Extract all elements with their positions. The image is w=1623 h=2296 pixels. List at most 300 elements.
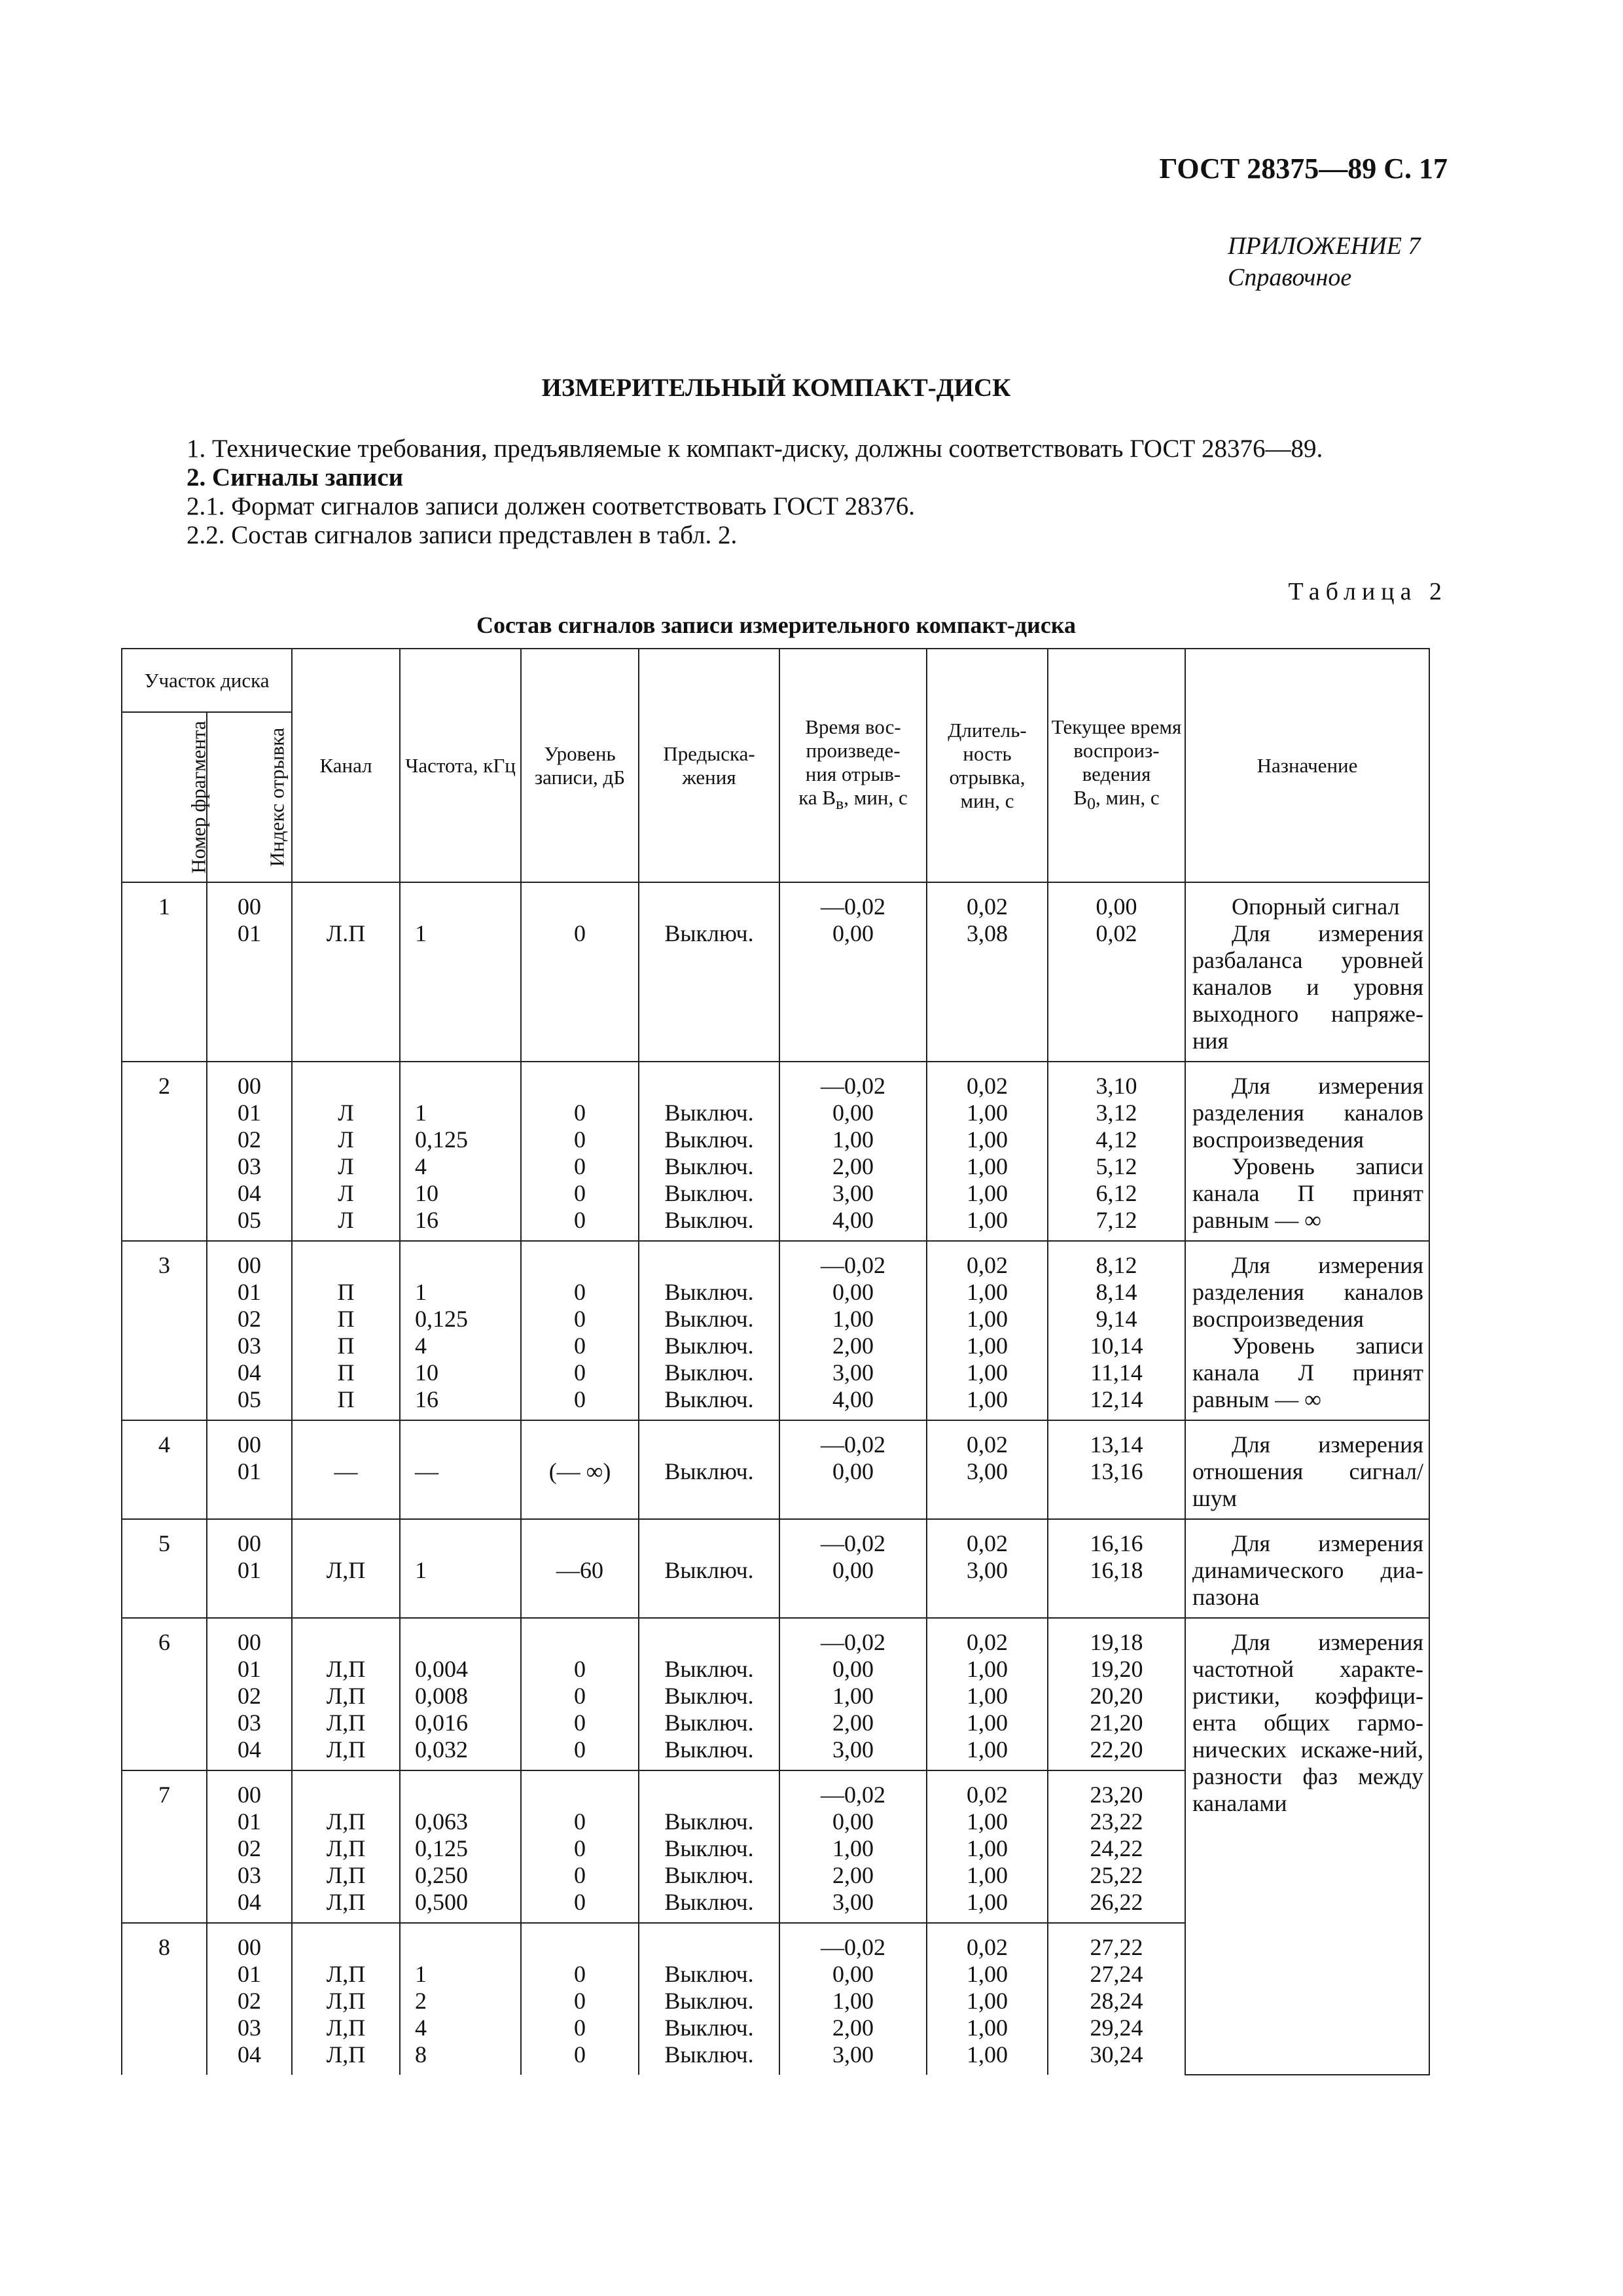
paragraph-1: 1. Технические требования, предъявляемые к компакт-диску, должны соответствовать ГОСТ 28376—89. <box>187 435 1323 463</box>
ch-cell <box>292 1241 400 1420</box>
pr-cell <box>639 1241 779 1420</box>
du-cell <box>927 1420 1048 1519</box>
idx-value: 02 <box>238 1126 261 1153</box>
idx-value: 04 <box>238 1359 261 1386</box>
ch-value: Л,П <box>326 1656 366 1682</box>
fr-value <box>415 1431 516 1458</box>
ch-value: Л,П <box>326 1683 366 1709</box>
lv-value: (— ∞) <box>548 1458 611 1484</box>
pr-value: Выключ. <box>664 920 754 946</box>
idx-cell <box>207 1618 292 1770</box>
lv-value: —60 <box>556 1557 604 1583</box>
ct-value: 27,24 <box>1090 1961 1143 1987</box>
ch-value: Л,П <box>326 2015 366 2041</box>
idx-value: 00 <box>238 1431 261 1458</box>
du-value: 0,02 <box>967 1073 1008 1099</box>
lv-value <box>526 1073 634 1100</box>
ct-value: 21,20 <box>1090 1710 1143 1736</box>
tm-value: 3,00 <box>832 2041 874 2068</box>
fr-value <box>415 1073 516 1100</box>
appendix-block <box>1228 230 1420 293</box>
tm-value: 4,00 <box>832 1386 874 1412</box>
pr-value <box>643 1629 775 1656</box>
tm-cell <box>779 1770 927 1923</box>
idx-value: 01 <box>238 1557 261 1583</box>
fr-value: 0,250 <box>415 1862 469 1888</box>
fr-value: 16 <box>415 1386 439 1412</box>
ct-cell <box>1048 1618 1185 1770</box>
ch-value: Л,П <box>326 1835 366 1861</box>
du-value: 1,00 <box>967 1207 1008 1233</box>
lv-value: 0 <box>574 1862 586 1888</box>
document-title: ИЗМЕРИТЕЛЬНЫЙ КОМПАКТ-ДИСК <box>541 374 1011 402</box>
table-row <box>122 1519 1429 1618</box>
fr-value: 1 <box>415 920 427 946</box>
du-value: 0,02 <box>967 1629 1008 1655</box>
ct-value: 3,12 <box>1096 1100 1137 1126</box>
idx-cell <box>207 1923 292 2075</box>
fragment-number-cell: 4 <box>122 1420 207 1519</box>
fragment-number-cell: 8 <box>122 1923 207 2075</box>
ch-value: Л <box>338 1180 354 1206</box>
fr-cell <box>400 1519 521 1618</box>
ch-value: П <box>337 1333 355 1359</box>
fragment-number-cell: 2 <box>122 1062 207 1241</box>
ct-value: 22,20 <box>1090 1736 1143 1763</box>
tm-cell <box>779 1923 927 2075</box>
fr-value: 0,016 <box>415 1710 469 1736</box>
purpose-text: Для измерения динамического диа-пазона <box>1192 1530 1424 1610</box>
idx-value: 01 <box>238 1808 261 1835</box>
header-disc-section: Участок диска <box>122 649 292 712</box>
tm-value: 2,00 <box>832 1333 874 1359</box>
idx-value: 00 <box>238 1252 261 1278</box>
tm-value: 2,00 <box>832 1862 874 1888</box>
idx-cell <box>207 1241 292 1420</box>
pr-value <box>643 893 775 920</box>
lv-value: 0 <box>574 1683 586 1709</box>
lv-value: 0 <box>574 2041 586 2068</box>
tm-value: 2,00 <box>832 1153 874 1179</box>
pr-cell <box>639 1923 779 2075</box>
du-value: 1,00 <box>967 1988 1008 2014</box>
ch-value <box>296 1782 395 1808</box>
pr-value: Выключ. <box>664 1889 754 1915</box>
ch-value: Л <box>338 1100 354 1126</box>
ct-value: 10,14 <box>1090 1333 1143 1359</box>
fr-value <box>415 1252 516 1279</box>
idx-value: 00 <box>238 1530 261 1556</box>
pr-value <box>643 1530 775 1557</box>
ch-cell <box>292 882 400 1062</box>
header-purpose: Назначение <box>1185 649 1429 882</box>
fr-value: 16 <box>415 1207 439 1233</box>
du-value: 0,02 <box>967 1782 1008 1808</box>
tm-value: 1,00 <box>832 1126 874 1153</box>
du-cell <box>927 1062 1048 1241</box>
pr-value <box>643 1252 775 1279</box>
purpose-text: Для измерения разделения каналов воспроизведения <box>1192 1073 1424 1153</box>
fr-value: 0,500 <box>415 1889 469 1915</box>
pr-value: Выключ. <box>664 1710 754 1736</box>
idx-cell <box>207 882 292 1062</box>
pr-value: Выключ. <box>664 1180 754 1206</box>
purpose-cell <box>1185 1062 1429 1241</box>
purpose-cell <box>1185 882 1429 1062</box>
du-value: 1,00 <box>967 1386 1008 1412</box>
page-header-code: ГОСТ 28375—89 С. 17 <box>1159 152 1448 185</box>
du-value: 1,00 <box>967 1153 1008 1179</box>
idx-cell <box>207 1770 292 1923</box>
header-fragment-number: Номер фрагмента <box>122 712 207 882</box>
ch-value: П <box>337 1359 355 1386</box>
du-value: 1,00 <box>967 1961 1008 1987</box>
idx-value: 03 <box>238 1333 261 1359</box>
du-value: 1,00 <box>967 1279 1008 1305</box>
idx-value: 02 <box>238 1683 261 1709</box>
paragraph-2-1: 2.1. Формат сигналов записи должен соответствовать ГОСТ 28376. <box>187 492 916 520</box>
pr-value: Выключ. <box>664 1386 754 1412</box>
idx-value: 01 <box>238 1458 261 1484</box>
table-row <box>122 1420 1429 1519</box>
lv-value <box>526 1629 634 1656</box>
fr-value: 0,125 <box>415 1126 469 1153</box>
ct-value: 3,10 <box>1096 1073 1137 1099</box>
idx-value: 00 <box>238 1934 261 1960</box>
fr-value: 4 <box>415 1153 427 1179</box>
fr-value: 4 <box>415 1333 427 1359</box>
header-frequency: Частота, кГц <box>400 649 521 882</box>
lv-value: 0 <box>574 1961 586 1987</box>
ct-value: 23,20 <box>1090 1782 1143 1808</box>
ch-cell <box>292 1519 400 1618</box>
lv-cell <box>521 1923 639 2075</box>
du-value: 1,00 <box>967 1359 1008 1386</box>
tm-value: 0,00 <box>832 1279 874 1305</box>
idx-value: 00 <box>238 893 261 920</box>
fr-value <box>415 1782 516 1808</box>
fr-cell <box>400 1770 521 1923</box>
lv-value: 0 <box>574 1153 586 1179</box>
fr-value: 1 <box>415 1279 427 1305</box>
ct-value: 30,24 <box>1090 2041 1143 2068</box>
lv-value <box>526 1530 634 1557</box>
pr-value <box>643 1073 775 1100</box>
pr-value: Выключ. <box>664 1736 754 1763</box>
du-value: 0,02 <box>967 1431 1008 1458</box>
ct-value: 9,14 <box>1096 1306 1137 1332</box>
tm-value: —0,02 <box>821 1431 886 1458</box>
tm-value: 1,00 <box>832 1683 874 1709</box>
ct-value: 24,22 <box>1090 1835 1143 1861</box>
idx-value: 05 <box>238 1207 261 1233</box>
ch-value: — <box>334 1458 358 1484</box>
ch-value: П <box>337 1306 355 1332</box>
fr-cell <box>400 1241 521 1420</box>
paragraph-2-2: 2.2. Состав сигналов записи представлен в табл. 2. <box>187 521 738 549</box>
ct-value: 25,22 <box>1090 1862 1143 1888</box>
purpose-text: Уровень записи канала П принят равным — ∞ <box>1192 1153 1424 1233</box>
pr-value: Выключ. <box>664 1279 754 1305</box>
ct-value: 0,02 <box>1096 920 1137 946</box>
lv-value: 0 <box>574 1333 586 1359</box>
lv-value: 0 <box>574 1306 586 1332</box>
idx-value: 02 <box>238 1988 261 2014</box>
du-value: 3,00 <box>967 1557 1008 1583</box>
signals-table <box>121 648 1430 2075</box>
lv-cell <box>521 882 639 1062</box>
tm-value: 0,00 <box>832 1458 874 1484</box>
fr-cell <box>400 1062 521 1241</box>
idx-value: 04 <box>238 1889 261 1915</box>
ch-cell <box>292 1618 400 1770</box>
fr-value: 0,004 <box>415 1656 469 1682</box>
tm-value: 2,00 <box>832 1710 874 1736</box>
tm-value: 3,00 <box>832 1180 874 1206</box>
lv-value <box>526 1431 634 1458</box>
tm-value: 0,00 <box>832 920 874 946</box>
idx-value: 01 <box>238 1961 261 1987</box>
lv-cell <box>521 1062 639 1241</box>
purpose-cell <box>1185 1618 1429 2075</box>
pr-value: Выключ. <box>664 1683 754 1709</box>
fr-value: 1 <box>415 1557 427 1583</box>
du-value: 0,02 <box>967 893 1008 920</box>
pr-value: Выключ. <box>664 1961 754 1987</box>
ct-value: 6,12 <box>1096 1180 1137 1206</box>
idx-value: 04 <box>238 1736 261 1763</box>
idx-value: 00 <box>238 1629 261 1655</box>
ct-value: 5,12 <box>1096 1153 1137 1179</box>
lv-value: 0 <box>574 1180 586 1206</box>
tm-value: 4,00 <box>832 1207 874 1233</box>
tm-value: 0,00 <box>832 1808 874 1835</box>
idx-cell <box>207 1519 292 1618</box>
lv-value: 0 <box>574 1988 586 2014</box>
du-value: 0,02 <box>967 1530 1008 1556</box>
idx-value: 01 <box>238 1279 261 1305</box>
fr-value: 8 <box>415 2041 427 2068</box>
ch-value: Л,П <box>326 1710 366 1736</box>
lv-value: 0 <box>574 1126 586 1153</box>
ct-value: 19,18 <box>1090 1629 1143 1655</box>
ch-value: Л,П <box>326 1961 366 1987</box>
pr-value <box>643 1782 775 1808</box>
fr-value: 0,008 <box>415 1683 469 1709</box>
du-value: 1,00 <box>967 1736 1008 1763</box>
ct-cell <box>1048 1923 1185 2075</box>
du-value: 1,00 <box>967 1306 1008 1332</box>
tm-value: —0,02 <box>821 893 886 920</box>
ch-value <box>296 1934 395 1961</box>
du-value: 3,00 <box>967 1458 1008 1484</box>
header-level: Уровень записи, дБ <box>521 649 639 882</box>
table-row <box>122 1241 1429 1420</box>
fr-value: 1 <box>415 1100 427 1126</box>
tm-value: 3,00 <box>832 1736 874 1763</box>
tm-value: 0,00 <box>832 1656 874 1682</box>
du-value: 1,00 <box>967 1333 1008 1359</box>
pr-cell <box>639 1420 779 1519</box>
purpose-text: Для измерения частотной характе-ристики, коэффици-ента общих гармо-нических искаже-ний, разности фаз между каналами <box>1192 1629 1424 1816</box>
idx-cell <box>207 1420 292 1519</box>
ct-cell <box>1048 1420 1185 1519</box>
tm-value: 3,00 <box>832 1359 874 1386</box>
pr-value: Выключ. <box>664 1808 754 1835</box>
purpose-text: Опорный сигнал <box>1232 893 1400 920</box>
du-cell <box>927 1519 1048 1618</box>
du-value: 1,00 <box>967 1889 1008 1915</box>
pr-value: Выключ. <box>664 1835 754 1861</box>
fragment-number-cell: 7 <box>122 1770 207 1923</box>
du-cell <box>927 1618 1048 1770</box>
paragraphs <box>187 435 1323 550</box>
pr-cell <box>639 1770 779 1923</box>
lv-value: 0 <box>574 2015 586 2041</box>
ch-value: Л,П <box>326 1736 366 1763</box>
header-duration: Длитель-ность отрывка, мин, с <box>927 649 1048 882</box>
ch-value: Л.П <box>326 920 366 946</box>
idx-value: 01 <box>238 920 261 946</box>
pr-cell <box>639 882 779 1062</box>
header-preemphasis: Предыска-жения <box>639 649 779 882</box>
header-current-time: Текущее время воспроиз-ведения $В_0$, мин, с <box>1048 649 1185 882</box>
ct-value: 4,12 <box>1096 1126 1137 1153</box>
tm-cell <box>779 1062 927 1241</box>
fr-value <box>415 1530 516 1557</box>
fr-value: 0,063 <box>415 1808 469 1835</box>
du-value: 1,00 <box>967 2015 1008 2041</box>
idx-value: 00 <box>238 1073 261 1099</box>
du-value: 1,00 <box>967 1100 1008 1126</box>
du-value: 1,00 <box>967 1180 1008 1206</box>
du-cell <box>927 1241 1048 1420</box>
ct-value: 13,16 <box>1090 1458 1143 1484</box>
tm-cell <box>779 882 927 1062</box>
pr-value: Выключ. <box>664 1306 754 1332</box>
purpose-text: Для измерения разбаланса уровней каналов и уровня выходного напряже-ния <box>1192 920 1424 1054</box>
lv-cell <box>521 1618 639 1770</box>
du-cell <box>927 882 1048 1062</box>
pr-value: Выключ. <box>664 1359 754 1386</box>
pr-cell <box>639 1062 779 1241</box>
ct-cell <box>1048 1241 1185 1420</box>
ch-value: П <box>337 1279 355 1305</box>
ch-value <box>296 1629 395 1656</box>
lv-value <box>526 1934 634 1961</box>
purpose-text: Для измерения отношения сигнал/ шум <box>1192 1431 1424 1511</box>
purpose-cell <box>1185 1420 1429 1519</box>
lv-value <box>526 1252 634 1279</box>
du-cell <box>927 1923 1048 2075</box>
fr-value <box>415 1934 516 1961</box>
fr-value: 0,125 <box>415 1835 469 1861</box>
ch-value <box>296 1530 395 1557</box>
ct-value: 8,14 <box>1096 1279 1137 1305</box>
ct-value: 26,22 <box>1090 1889 1143 1915</box>
fr-value: 0,032 <box>415 1736 469 1763</box>
idx-value: 02 <box>238 1835 261 1861</box>
ch-cell <box>292 1770 400 1923</box>
purpose-text: Уровень записи канала Л принят равным — ∞ <box>1192 1333 1424 1412</box>
purpose-text: Для измерения разделения каналов воспроизведения <box>1192 1252 1424 1332</box>
fr-cell <box>400 1420 521 1519</box>
fr-value: 4 <box>415 2015 427 2041</box>
lv-value: 0 <box>574 1207 586 1233</box>
idx-cell <box>207 1062 292 1241</box>
ct-value: 23,22 <box>1090 1808 1143 1835</box>
fr-value: — <box>415 1458 439 1484</box>
ct-value: 8,12 <box>1096 1252 1137 1278</box>
tm-value: —0,02 <box>821 1629 886 1655</box>
pr-value: Выключ. <box>664 2041 754 2068</box>
du-value: 1,00 <box>967 1656 1008 1682</box>
lv-value: 0 <box>574 1835 586 1861</box>
fragment-number-cell: 1 <box>122 882 207 1062</box>
ch-value <box>296 893 395 920</box>
tm-cell <box>779 1618 927 1770</box>
pr-value: Выключ. <box>664 1557 754 1583</box>
pr-cell <box>639 1618 779 1770</box>
lv-value: 0 <box>574 1279 586 1305</box>
fragment-number-cell: 6 <box>122 1618 207 1770</box>
idx-value: 04 <box>238 1180 261 1206</box>
ct-value: 16,16 <box>1090 1530 1143 1556</box>
ch-value: Л <box>338 1207 354 1233</box>
idx-value: 05 <box>238 1386 261 1412</box>
du-value: 0,02 <box>967 1252 1008 1278</box>
tm-value: —0,02 <box>821 1252 886 1278</box>
pr-value: Выключ. <box>664 1153 754 1179</box>
idx-value: 04 <box>238 2041 261 2068</box>
fr-value: 1 <box>415 1961 427 1987</box>
paragraph-2-heading: 2. Сигналы записи <box>187 463 404 492</box>
fr-value: 10 <box>415 1359 439 1386</box>
appendix-type: Справочное <box>1228 264 1352 291</box>
fragment-number-cell: 3 <box>122 1241 207 1420</box>
lv-value: 0 <box>574 1359 586 1386</box>
table-row <box>122 1618 1429 1770</box>
table-row <box>122 1062 1429 1241</box>
du-value: 1,00 <box>967 2041 1008 2068</box>
lv-cell <box>521 1420 639 1519</box>
idx-value: 03 <box>238 1862 261 1888</box>
idx-value: 03 <box>238 1153 261 1179</box>
pr-value: Выключ. <box>664 2015 754 2041</box>
idx-value: 01 <box>238 1100 261 1126</box>
du-cell <box>927 1770 1048 1923</box>
lv-cell <box>521 1770 639 1923</box>
ct-value: 12,14 <box>1090 1386 1143 1412</box>
du-value: 1,00 <box>967 1835 1008 1861</box>
lv-value: 0 <box>574 1100 586 1126</box>
pr-cell <box>639 1519 779 1618</box>
tm-value: 1,00 <box>832 1835 874 1861</box>
ct-value: 13,14 <box>1090 1431 1143 1458</box>
idx-value: 03 <box>238 1710 261 1736</box>
tm-cell <box>779 1519 927 1618</box>
ct-value: 28,24 <box>1090 1988 1143 2014</box>
purpose-cell <box>1185 1241 1429 1420</box>
appendix-label: ПРИЛОЖЕНИЕ 7 <box>1228 232 1421 260</box>
du-value: 0,02 <box>967 1934 1008 1960</box>
pr-value: Выключ. <box>664 1100 754 1126</box>
tm-value: 1,00 <box>832 1306 874 1332</box>
du-value: 1,00 <box>967 1710 1008 1736</box>
ch-value: Л,П <box>326 1889 366 1915</box>
pr-value: Выключ. <box>664 1207 754 1233</box>
ch-value <box>296 1073 395 1100</box>
